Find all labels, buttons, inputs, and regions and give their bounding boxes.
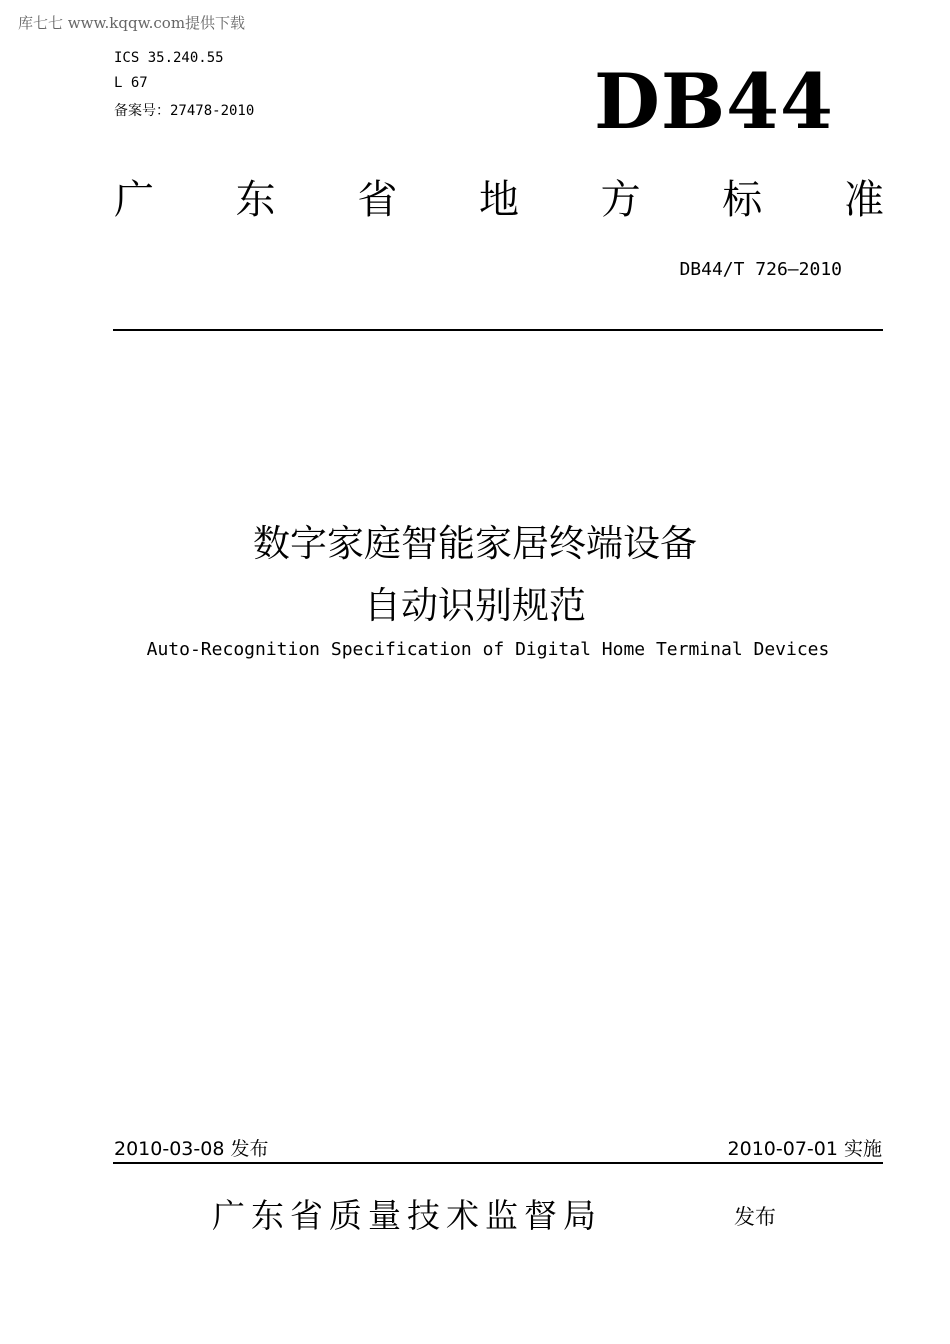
issue-label: 发布 — [734, 1205, 776, 1229]
english-title: Auto-Recognition Specification of Digital Home Terminal Devices — [146, 639, 830, 660]
standard-type-char: 省 — [357, 177, 398, 223]
standard-type-char: 广 — [114, 177, 154, 223]
ccs-code: L 67 — [114, 75, 148, 91]
standard-type-char: 准 — [843, 177, 884, 223]
standard-type-char: 地 — [478, 177, 519, 223]
ics-code: ICS 35.240.55 — [114, 50, 224, 66]
standard-type-char: 方 — [600, 177, 641, 223]
implementation-date: 2010-07-01 实施 — [727, 1138, 882, 1160]
top-divider — [113, 329, 883, 331]
standard-type-char: 标 — [722, 177, 763, 223]
document-title-line2: 自动识别规范 — [364, 584, 586, 627]
standard-number: DB44/T 726—2010 — [679, 259, 842, 280]
filing-number: 备案号：27478-2010 — [114, 103, 255, 119]
db44-logo: DB44 — [594, 57, 834, 146]
standard-type-heading — [114, 174, 884, 226]
issuing-authority: 广东省质量技术监督局 — [212, 1196, 602, 1235]
watermark-text: 库七七 www.kqqw.com提供下载 — [18, 14, 246, 32]
document-title-line1: 数字家庭智能家居终端设备 — [253, 522, 697, 565]
release-date: 2010-03-08 发布 — [114, 1138, 269, 1160]
bottom-divider — [113, 1162, 883, 1164]
standard-type-char: 东 — [235, 177, 276, 223]
